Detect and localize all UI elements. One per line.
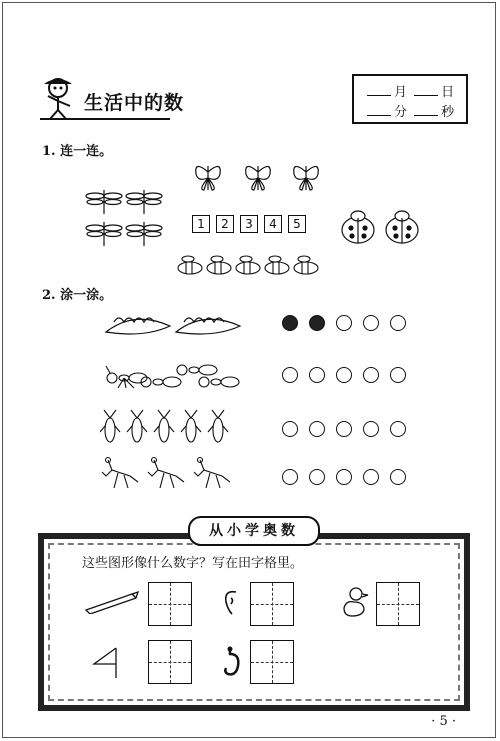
minute-label: 分 (394, 105, 408, 120)
page-number: · 5 · (431, 714, 456, 729)
month-label: 月 (394, 85, 408, 100)
coloring-circle[interactable] (390, 315, 406, 331)
writing-grid-2[interactable] (250, 582, 294, 626)
coloring-circle[interactable] (282, 367, 298, 383)
coloring-circle[interactable] (282, 315, 298, 331)
butterfly-group-icon (192, 160, 324, 198)
hook-icon (222, 646, 244, 682)
coloring-circle[interactable] (390, 367, 406, 383)
olympiad-banner: 从小学奥数 (188, 516, 320, 546)
coloring-circle[interactable] (336, 421, 352, 437)
coloring-circle[interactable] (363, 421, 379, 437)
coloring-circle[interactable] (309, 367, 325, 383)
mascot-icon (36, 76, 80, 124)
coloring-circle[interactable] (390, 469, 406, 485)
mantis-group-icon (100, 456, 230, 494)
number-box-4[interactable]: 4 (264, 215, 282, 233)
date-time-box (352, 74, 468, 124)
coloring-circle[interactable] (309, 421, 325, 437)
number-box-3[interactable]: 3 (240, 215, 258, 233)
page-title: 生活中的数 (84, 92, 185, 114)
coloring-circle[interactable] (336, 315, 352, 331)
coloring-circle[interactable] (282, 421, 298, 437)
leaf-caterpillar-group-icon (104, 308, 244, 342)
question-2-label: 2. 涂一涂。 (42, 288, 113, 303)
duck-icon (340, 586, 370, 622)
dragonfly-group-icon (84, 188, 166, 254)
number-box-5[interactable]: 5 (288, 215, 306, 233)
ladybug-group-icon (338, 206, 422, 250)
coloring-circle[interactable] (363, 469, 379, 485)
number-box-1[interactable]: 1 (192, 215, 210, 233)
writing-grid-5[interactable] (250, 640, 294, 684)
writing-grid-4[interactable] (148, 640, 192, 684)
coloring-circle[interactable] (309, 469, 325, 485)
coloring-circle[interactable] (309, 315, 325, 331)
ant-group-icon (104, 358, 246, 396)
second-label: 秒 (441, 105, 455, 120)
olympiad-instruction: 这些图形像什么数字？写在田字格里。 (82, 556, 304, 571)
question-1-label: 1. 连一连。 (42, 144, 113, 159)
title-underline (40, 118, 170, 120)
flag-shape-icon (92, 644, 120, 684)
pencil-icon (84, 590, 144, 618)
writing-grid-3[interactable] (376, 582, 420, 626)
coloring-circle[interactable] (363, 315, 379, 331)
cricket-group-icon (100, 408, 234, 452)
day-label: 日 (441, 85, 455, 100)
coloring-circle[interactable] (282, 469, 298, 485)
number-boxes (192, 213, 312, 233)
ear-icon (222, 588, 242, 622)
writing-grid-1[interactable] (148, 582, 192, 626)
coloring-circle[interactable] (390, 421, 406, 437)
coloring-circle[interactable] (363, 367, 379, 383)
coloring-circle[interactable] (336, 367, 352, 383)
number-box-2[interactable]: 2 (216, 215, 234, 233)
bee-group-icon (176, 252, 322, 282)
coloring-circle[interactable] (336, 469, 352, 485)
